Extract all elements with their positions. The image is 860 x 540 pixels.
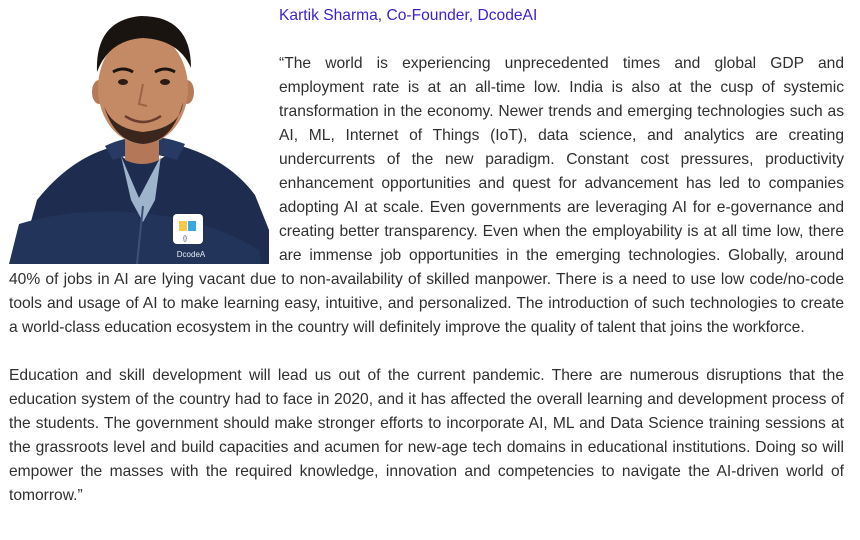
portrait-photo: [9, 10, 269, 264]
jacket-brand-text: DcodeA: [176, 250, 206, 259]
quote-paragraph-1: “The world is experiencing unprecedented times and global GDP and employment rate is at an all-time low. India is also at the cusp of systemic transformation in the economy. Newer trends and emerging technologies such as AI, ML, Internet of Things (IoT), data science, and analytics are creating undercurrents of the new paradigm. Constant cost pressures, productivity enhancement opportunities and quest for advancement has led to companies adopting AI at scale. Even governments are leveraging AI for e-governance and creating better transparency. Even when the employability is at all time low, there are immense job opportunities in the emerging technologies. Globally, around 40% of jobs in AI are lying vacant due to non-availability of skilled manpower. There is a need to use low code/no-code tools and usage of AI to make learning easy, intuitive, and personalized. The introduction of such technologies to create a world-class education ecosystem in the country will definitely improve the quality of talent that joins the workforce.: [9, 55, 844, 336]
person-illustration: [9, 10, 269, 264]
article: [9, 4, 844, 508]
svg-text:{}: {}: [182, 236, 188, 242]
author-byline: Kartik Sharma, Co-Founder, DcodeAI: [279, 7, 538, 24]
quote-paragraph-2: Education and skill development will lead us out of the current pandemic. There are numerous disruptions that the education system of the country had to face in 2020, and it has affected the overall learning and development process of the students. The government should make stronger efforts to incorporate AI, ML and Data Science training sessions at the grassroots level and build capacities and acumen for new-age tech domains in educational institutions. Doing so will empower the masses with the required knowledge, innovation and competencies to navigate the AI-driven world of tomorrow.”: [9, 367, 844, 504]
